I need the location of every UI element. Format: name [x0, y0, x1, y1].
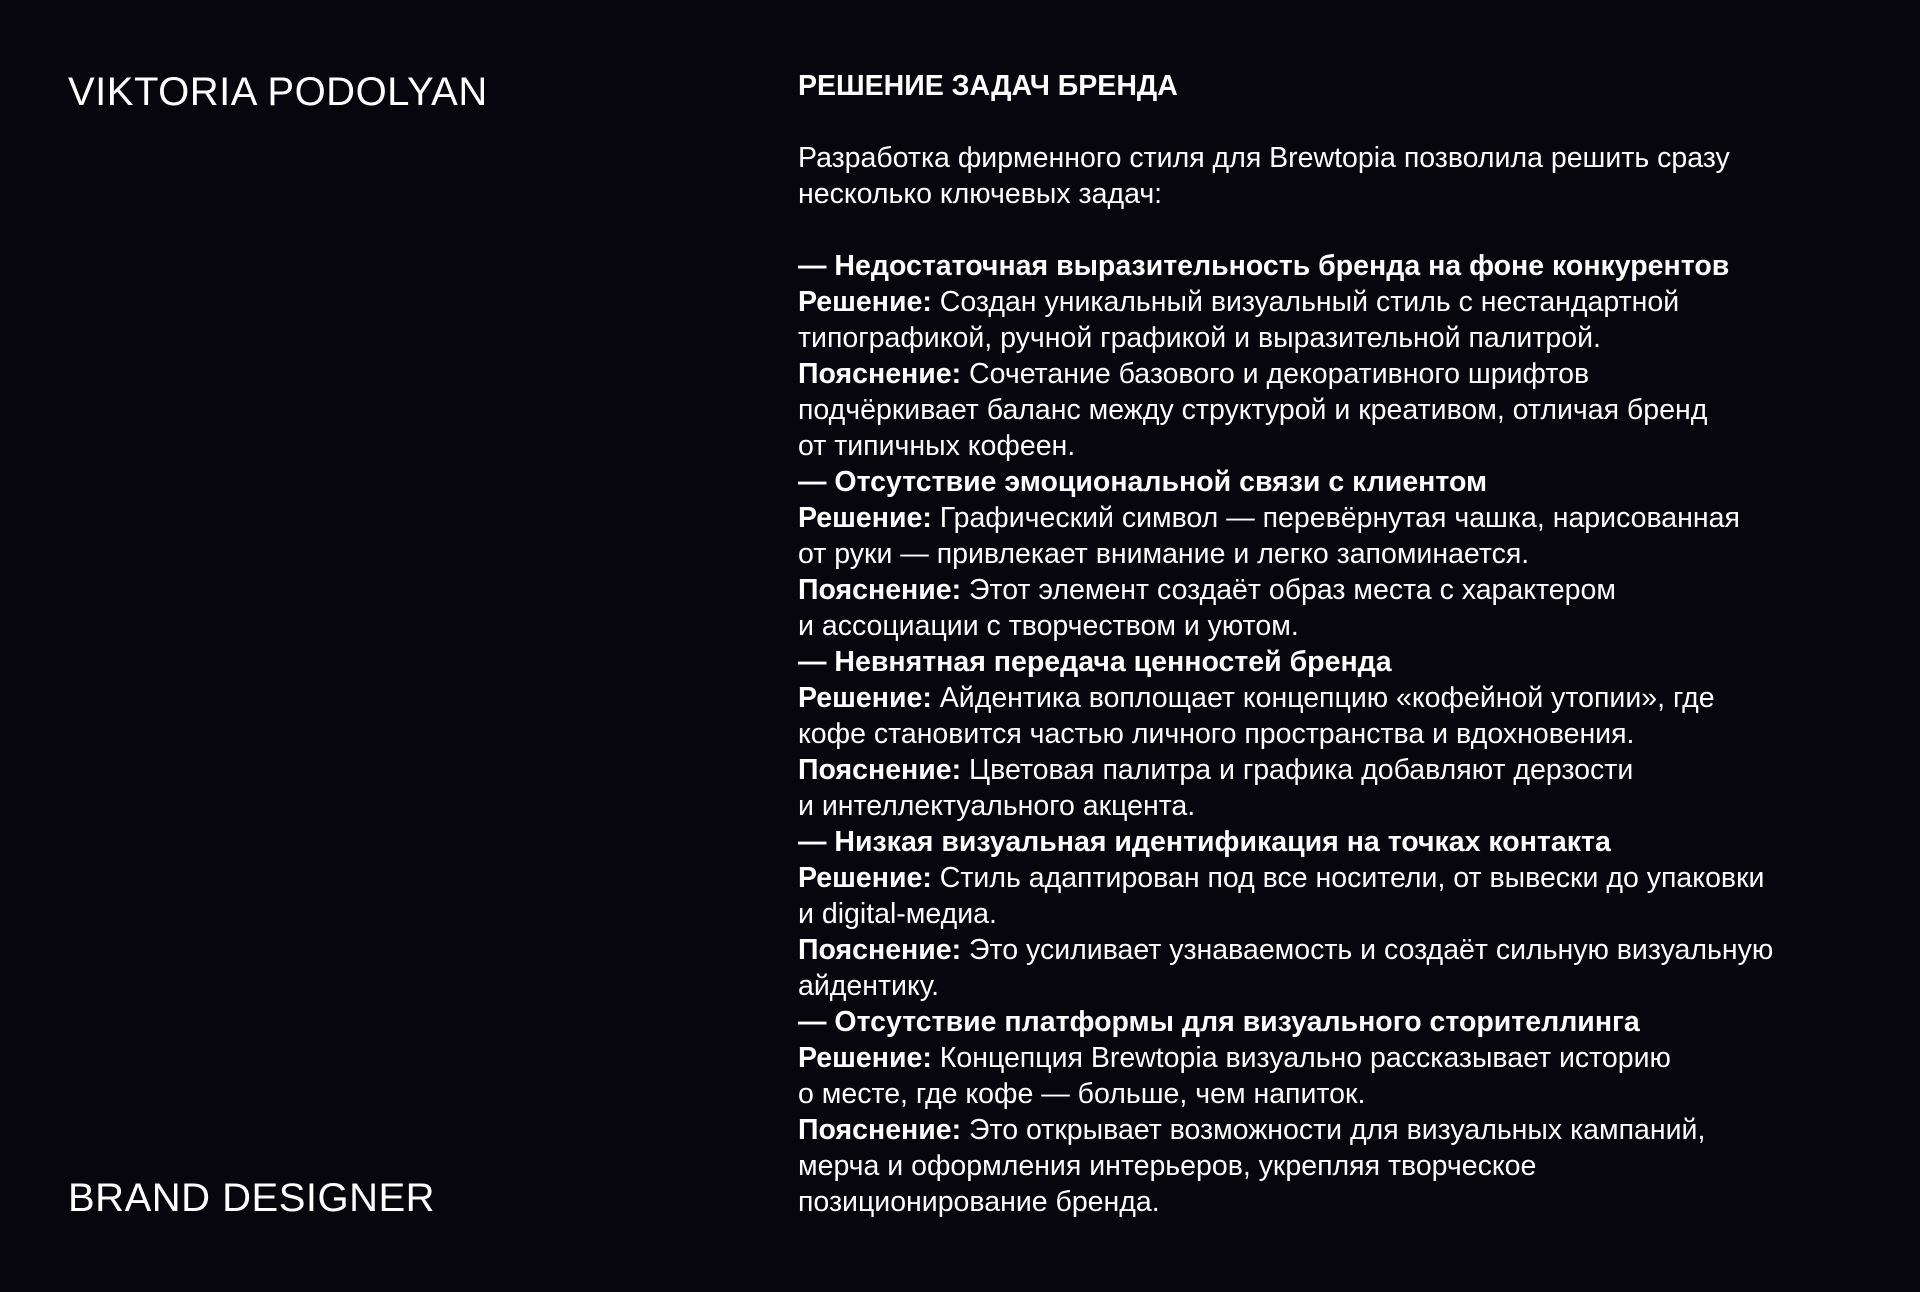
explanation-text: Сочетание базового и декоративного шрифтов: [961, 358, 1590, 390]
problem-block: [798, 1004, 1898, 1220]
explanation-label: Пояснение:: [798, 1114, 962, 1146]
problem-title: — Отсутствие платформы для визуального сторителлинга: [798, 1006, 1640, 1038]
explanation-line: позиционирование бренда.: [798, 1186, 1160, 1218]
solution-label: Решение:: [798, 862, 932, 894]
solution-line: [798, 500, 1898, 536]
explanation-text: Цветовая палитра и графика добавляют дерзости: [961, 754, 1634, 786]
explanation-line: мерча и оформления интерьеров, укрепляя творческое: [798, 1150, 1537, 1182]
solution-text: Айдентика воплощает концепцию «кофейной утопии», где: [931, 682, 1715, 714]
solution-line: [798, 860, 1898, 896]
solution-line: типографикой, ручной графикой и выразительной палитрой.: [798, 322, 1601, 354]
solution-line: [798, 284, 1898, 320]
author-role: BRAND DESIGNER: [68, 1176, 436, 1220]
problem-block: [798, 644, 1898, 824]
intro-line: несколько ключевых задач:: [798, 178, 1163, 210]
explanation-text: Это открывает возможности для визуальных кампаний,: [961, 1114, 1706, 1146]
explanation-text: Это усиливает узнаваемость и создаёт сильную визуальную: [961, 934, 1774, 966]
author-name: VIKTORIA PODOLYAN: [68, 70, 488, 114]
brand-solutions-section: [798, 68, 1898, 1220]
explanation-line: и ассоциации с творчеством и уютом.: [798, 610, 1299, 642]
explanation-line: [798, 356, 1898, 392]
solution-label: Решение:: [798, 502, 932, 534]
explanation-text: Этот элемент создаёт образ места с характером: [961, 574, 1616, 606]
explanation-label: Пояснение:: [798, 754, 962, 786]
explanation-label: Пояснение:: [798, 934, 962, 966]
problem-title: — Невнятная передача ценностей бренда: [798, 646, 1392, 678]
solution-line: от руки — привлекает внимание и легко запоминается.: [798, 538, 1530, 570]
solution-text: Графический символ — перевёрнутая чашка, нарисованная: [931, 502, 1740, 534]
solution-text: Стиль адаптирован под все носители, от вывески до упаковки: [931, 862, 1765, 894]
explanation-line: айдентику.: [798, 970, 940, 1002]
explanation-line: [798, 752, 1898, 788]
solution-line: [798, 1040, 1898, 1076]
problem-title: — Низкая визуальная идентификация на точках контакта: [798, 826, 1611, 858]
explanation-line: [798, 1112, 1898, 1148]
section-title: РЕШЕНИЕ ЗАДАЧ БРЕНДА: [798, 70, 1178, 102]
solution-label: Решение:: [798, 682, 932, 714]
explanation-line: подчёркивает баланс между структурой и креативом, отличая бренд: [798, 394, 1708, 426]
problem-block: [798, 248, 1898, 464]
intro-line: Разработка фирменного стиля для Brewtopia позволила решить сразу: [798, 142, 1730, 174]
solution-label: Решение:: [798, 1042, 932, 1074]
explanation-line: [798, 572, 1898, 608]
explanation-label: Пояснение:: [798, 358, 962, 390]
explanation-line: [798, 932, 1898, 968]
solution-line: [798, 680, 1898, 716]
solution-line: о месте, где кофе — больше, чем напиток.: [798, 1078, 1366, 1110]
explanation-line: и интеллектуального акцента.: [798, 790, 1196, 822]
problem-title: — Отсутствие эмоциональной связи с клиентом: [798, 466, 1488, 498]
solution-label: Решение:: [798, 286, 932, 318]
explanation-label: Пояснение:: [798, 574, 962, 606]
solution-line: и digital-медиа.: [798, 898, 997, 930]
problem-block: [798, 464, 1898, 644]
intro-paragraph: [798, 140, 1898, 212]
solution-text: Концепция Brewtopia визуально рассказывает историю: [931, 1042, 1671, 1074]
explanation-line: от типичных кофеен.: [798, 430, 1076, 462]
problem-block: [798, 824, 1898, 1004]
solution-line: кофе становится частью личного пространства и вдохновения.: [798, 718, 1635, 750]
problem-title: — Недостаточная выразительность бренда на фоне конкурентов: [798, 250, 1730, 282]
solution-text: Создан уникальный визуальный стиль с нестандартной: [931, 286, 1680, 318]
